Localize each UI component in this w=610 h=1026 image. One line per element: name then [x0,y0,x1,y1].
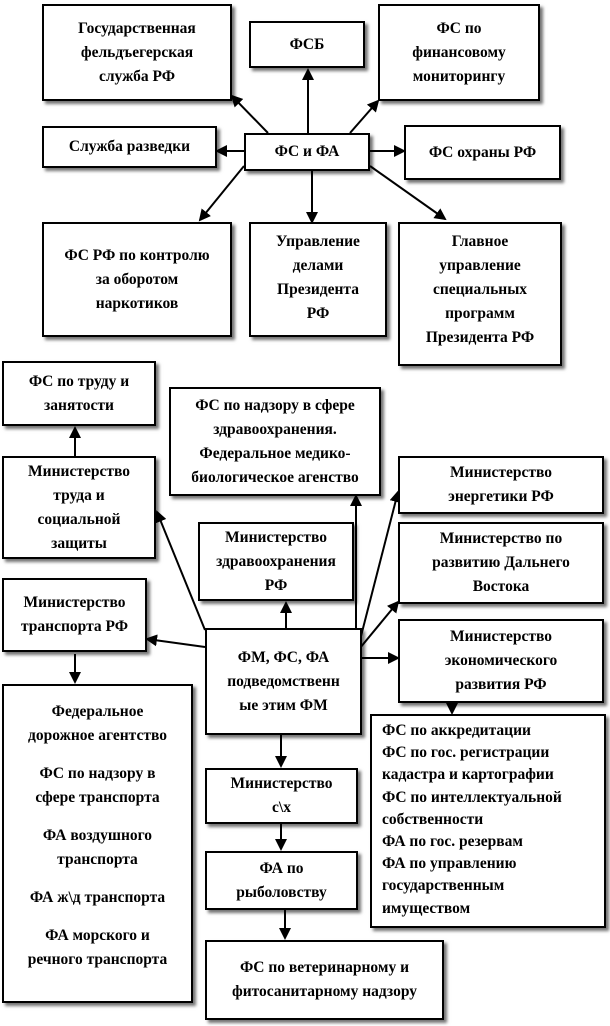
programs-line-5: Президента РФ [425,329,535,346]
affairs-line-1: Управление [276,233,360,250]
health-supervision-line-1: ФС по надзору в сфере [195,396,355,414]
labor-ministry-line-1: Министерство [28,462,130,480]
transport-agency-2-line-2: сфере транспорта [35,789,160,806]
node-energy-ministry[interactable] [398,456,604,514]
transport-ministry-line-1: Министерство [23,594,126,611]
node-agriculture-ministry[interactable] [205,768,358,824]
economy-service-line-5: собственности [382,810,484,828]
drugs-line-3: наркотиков [95,294,179,312]
programs-line-1: Главное [451,233,509,250]
programs-line-3: специальных [432,281,528,298]
economy-service-line-1: ФС по аккредитации [382,722,531,739]
drugs-line-2: за оборотом [95,270,179,288]
veterinary-line-1: ФС по ветеринарному и [239,959,410,976]
programs-line-4: программ [445,305,515,322]
node-special-programs[interactable] [398,222,562,366]
node-economy-services[interactable] [370,714,606,928]
node-finmon[interactable] [378,4,540,101]
finmon-line-2: финансовому [412,43,506,61]
transport-agency-5-line-1: ФА морского и [45,927,150,944]
node-health-ministry[interactable] [198,522,354,601]
programs-line-2: управление [439,257,521,274]
energy-line-2: энергетики РФ [448,488,554,505]
node-guard-service[interactable] [404,125,561,180]
economy-service-line-8: государственным [382,877,505,895]
far-east-line-3: Востока [472,578,530,595]
node-health-supervision[interactable] [169,387,381,496]
drugs-line-1: ФС РФ по контролю [64,246,210,264]
courier-line-3: служба РФ [98,67,176,85]
fishery-line-1: ФА по [259,859,304,877]
labor-service-line-2: занятости [44,396,114,414]
labor-ministry-line-4: защиты [51,534,107,552]
node-veterinary-service[interactable] [205,940,444,1020]
fm-center-line-3: ые этим ФМ [239,696,328,714]
courier-line-2: фельдъегерская [80,43,194,61]
node-transport-agencies[interactable] [2,684,193,1003]
arrow-to-courier-service [232,96,268,133]
economy-service-line-6: ФА по гос. резервам [382,833,523,851]
labor-ministry-line-2: труда и [53,486,105,504]
economy-services-list [372,716,604,924]
economy-line-2: экономического [444,652,558,669]
affairs-line-4: РФ [306,305,330,322]
fsb-label: ФСБ [289,35,325,53]
transport-agency-3-line-2: транспорта [57,851,138,868]
affairs-line-3: Президента [277,281,359,298]
arrow-to-drugs [200,166,244,220]
labor-service-line-1: ФС по труду и [28,372,130,390]
agriculture-line-1: Министерство [230,775,333,792]
transport-agency-1-line-2: дорожное агентство [28,727,167,744]
economy-line-3: развития РФ [455,676,547,693]
node-president-affairs[interactable] [249,222,387,337]
arrow-to-transport-ministry [147,639,205,647]
node-economy-ministry[interactable] [398,619,604,703]
transport-agency-2-line-1: ФС по надзору в [39,765,156,782]
transport-agency-4-line-1: ФА ж\д транспорта [29,889,166,906]
transport-agency-1-line-1: Федеральное [51,703,144,720]
health-supervision-line-3: Федеральное медико- [199,444,351,462]
affairs-line-2: делами [292,257,344,274]
agriculture-line-2: с\х [272,799,291,816]
node-courier-service[interactable] [42,4,232,101]
economy-service-line-3: кадастра и картографии [382,766,554,784]
node-fishery-agency[interactable] [205,851,358,910]
arrow-to-far-east [360,602,398,648]
fishery-line-2: рыболовству [236,883,327,901]
node-fsb[interactable] [249,21,365,68]
economy-line-1: Министерство [450,628,552,645]
node-intel-service[interactable] [42,126,217,168]
transport-ministry-line-2: транспорта РФ [20,618,129,635]
arrow-to-finmon [350,101,378,133]
guard-label: ФС охраны РФ [428,143,537,161]
finmon-line-3: мониторингу [412,67,506,85]
node-drug-control[interactable] [42,222,232,337]
node-fm-center[interactable] [205,628,362,735]
far-east-line-1: Министерство по [439,530,563,547]
fm-center-line-1: ФМ, ФС, ФА [237,648,330,666]
node-transport-ministry[interactable] [2,578,147,652]
fm-center-line-2: подведомственн [227,672,340,690]
health-supervision-line-4: биологическое агенство [191,468,359,486]
veterinary-line-2: фитосанитарному надзору [231,983,417,1000]
economy-service-line-7: ФА по управлению [382,855,517,873]
node-labor-ministry[interactable] [2,456,156,559]
node-far-east-ministry[interactable] [398,522,604,604]
node-labor-service[interactable] [2,361,156,426]
finmon-line-1: ФС по [436,19,482,37]
courier-line-1: Государственная [78,19,196,37]
far-east-line-2: развитию Дальнего [432,554,570,571]
economy-service-line-4: ФС по интеллектуальной [382,788,562,806]
intel-label: Служба разведки [68,138,191,155]
health-ministry-line-2: здравоохранения [216,552,336,570]
transport-agency-3-line-1: ФА воздушного [42,827,153,844]
labor-ministry-line-3: социальной [37,510,121,528]
node-fs-fa-center[interactable] [244,133,370,171]
economy-service-line-2: ФС по гос. регистрации [382,744,550,762]
health-ministry-line-3: РФ [264,576,288,594]
arrow-to-energy [360,492,398,640]
economy-service-line-9: имуществом [382,899,471,917]
health-ministry-line-1: Министерство [225,528,327,546]
energy-line-1: Министерство [450,464,552,481]
transport-agency-5-line-2: речного транспорта [27,951,168,968]
top-center-label: ФС и ФА [274,143,340,160]
health-supervision-line-2: здравоохранения. [213,420,337,438]
